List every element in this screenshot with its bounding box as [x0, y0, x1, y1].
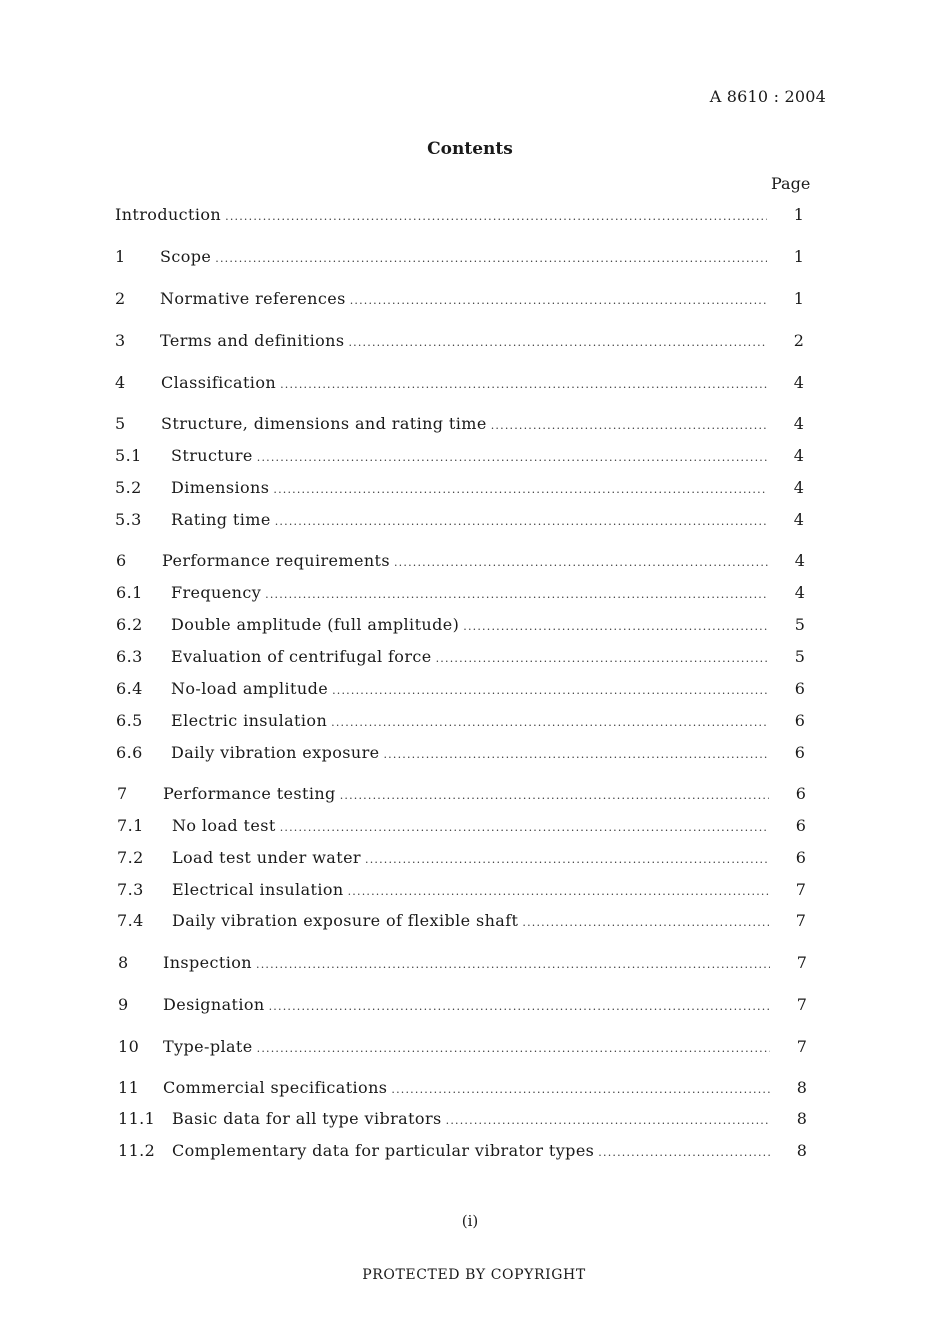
- toc-entry-7-2: [117, 848, 817, 872]
- toc-entry-title: Structure, dimensions and rating time: [161, 414, 487, 433]
- toc-entry-page: 8: [796, 1141, 808, 1160]
- toc-entry-number: 6.2: [116, 615, 143, 634]
- dot-leader: [394, 556, 768, 569]
- dot-leader: [348, 336, 767, 349]
- toc-entry-title: Type-plate: [163, 1037, 253, 1056]
- toc-entry-5: [115, 414, 815, 438]
- toc-entry-2: [115, 289, 815, 313]
- toc-entry-number: 6.6: [116, 743, 143, 762]
- page-column-header: Page: [771, 174, 811, 193]
- dot-leader: [522, 916, 769, 929]
- toc-entry-title: No load test: [172, 816, 276, 835]
- toc-entry-6-1: [116, 583, 816, 607]
- toc-entry-10: [118, 1037, 818, 1061]
- toc-entry-number: 9: [118, 995, 129, 1014]
- toc-entry-number: 5.1: [115, 446, 142, 465]
- toc-entry-7: [117, 784, 817, 808]
- toc-entry-number: 10: [118, 1037, 140, 1056]
- toc-entry-page: 5: [794, 647, 806, 666]
- toc-entry-number: 7: [117, 784, 128, 803]
- dot-leader: [257, 451, 767, 464]
- toc-entry-title: Double amplitude (full amplitude): [171, 615, 460, 634]
- toc-entry-page: 6: [795, 784, 807, 803]
- toc-entry-number: 6.3: [116, 647, 143, 666]
- toc-entry-6-4: [116, 679, 816, 703]
- toc-entry-title: Performance testing: [163, 784, 336, 803]
- dot-leader: [273, 483, 767, 496]
- toc-entry-title: Load test under water: [172, 848, 361, 867]
- toc-entry-6-3: [116, 647, 816, 671]
- toc-entry-title: Electric insulation: [171, 711, 328, 730]
- toc-entry-title: Evaluation of centrifugal force: [171, 647, 432, 666]
- toc-entry-title: Frequency: [171, 583, 262, 602]
- dot-leader: [332, 684, 768, 697]
- dot-leader: [436, 652, 768, 665]
- dot-leader: [463, 620, 768, 633]
- toc-entry-page: 7: [795, 880, 807, 899]
- toc-entry-title: Terms and definitions: [160, 331, 345, 350]
- dot-leader: [365, 853, 769, 866]
- toc-entry-page: 6: [795, 816, 807, 835]
- toc-entry-5-3: [115, 510, 815, 534]
- toc-entry-number: 6.5: [116, 711, 143, 730]
- dot-leader: [225, 210, 767, 223]
- toc-entry-page: 4: [793, 414, 805, 433]
- toc-entry-7-4: [117, 911, 817, 935]
- toc-entry-title: Inspection: [163, 953, 252, 972]
- toc-entry-introduction: [115, 205, 815, 229]
- toc-entry-number: 7.3: [117, 880, 144, 899]
- toc-entry-page: 4: [793, 478, 805, 497]
- dot-leader: [383, 748, 768, 761]
- toc-entry-page: 8: [796, 1109, 808, 1128]
- toc-entry-title: Designation: [163, 995, 265, 1014]
- dot-leader: [256, 958, 770, 971]
- toc-entry-title: Introduction: [115, 205, 222, 224]
- document-number: A 8610 : 2004: [709, 87, 826, 106]
- toc-entry-6: [116, 551, 816, 575]
- dot-leader: [446, 1114, 770, 1127]
- toc-entry-page: 4: [793, 510, 805, 529]
- toc-entry-page: 6: [794, 743, 806, 762]
- toc-entry-title: Normative references: [160, 289, 346, 308]
- dot-leader: [215, 252, 767, 265]
- dot-leader: [280, 821, 769, 834]
- toc-entry-number: 6.4: [116, 679, 143, 698]
- toc-entry-page: 7: [795, 911, 807, 930]
- toc-entry-page: 5: [794, 615, 806, 634]
- toc-entry-number: 2: [115, 289, 126, 308]
- toc-entry-title: Daily vibration exposure: [171, 743, 380, 762]
- toc-entry-number: 1: [115, 247, 126, 266]
- toc-entry-page: 4: [793, 373, 805, 392]
- toc-entry-title: Electrical insulation: [172, 880, 344, 899]
- toc-entry-3: [115, 331, 815, 355]
- toc-entry-11: [118, 1078, 818, 1102]
- dot-leader: [257, 1042, 770, 1055]
- toc-entry-number: 3: [115, 331, 126, 350]
- toc-entry-title: Complementary data for particular vibrator types: [172, 1141, 595, 1160]
- dot-leader: [269, 1000, 770, 1013]
- toc-entry-page: 6: [794, 711, 806, 730]
- toc-entry-number: 11: [118, 1078, 140, 1097]
- dot-leader: [275, 515, 767, 528]
- toc-entry-number: 5.3: [115, 510, 142, 529]
- toc-entry-page: 2: [793, 331, 805, 350]
- toc-entry-title: Classification: [161, 373, 277, 392]
- toc-entry-title: No-load amplitude: [171, 679, 329, 698]
- dot-leader: [350, 294, 767, 307]
- dot-leader: [348, 885, 769, 898]
- toc-entry-9: [118, 995, 818, 1019]
- toc-entry-page: 1: [793, 247, 805, 266]
- toc-entry-number: 6: [116, 551, 127, 570]
- toc-entry-title: Basic data for all type vibrators: [172, 1109, 442, 1128]
- toc-entry-page: 4: [794, 583, 806, 602]
- toc-entry-6-5: [116, 711, 816, 735]
- toc-entry-page: 1: [793, 289, 805, 308]
- toc-entry-title: Structure: [171, 446, 253, 465]
- toc-entry-page: 8: [796, 1078, 808, 1097]
- toc-entry-page: 4: [794, 551, 806, 570]
- toc-entry-page: 7: [796, 995, 808, 1014]
- toc-entry-title: Dimensions: [171, 478, 270, 497]
- toc-entry-page: 6: [794, 679, 806, 698]
- dot-leader: [391, 1083, 770, 1096]
- toc-entry-number: 7.2: [117, 848, 144, 867]
- dot-leader: [598, 1146, 770, 1159]
- toc-entry-6-6: [116, 743, 816, 767]
- toc-entry-8: [118, 953, 818, 977]
- toc-entry-number: 5.2: [115, 478, 142, 497]
- toc-entry-page: 7: [796, 953, 808, 972]
- toc-entry-number: 11.1: [118, 1109, 156, 1128]
- toc-entry-number: 7.1: [117, 816, 144, 835]
- dot-leader: [491, 419, 767, 432]
- dot-leader: [340, 789, 769, 802]
- toc-entry-title: Scope: [160, 247, 212, 266]
- dot-leader: [331, 716, 768, 729]
- dot-leader: [265, 588, 768, 601]
- toc-entry-page: 6: [795, 848, 807, 867]
- toc-entry-5-2: [115, 478, 815, 502]
- toc-entry-page: 4: [793, 446, 805, 465]
- toc-entry-number: 6.1: [116, 583, 143, 602]
- toc-entry-11-2: [118, 1141, 818, 1165]
- toc-entry-11-1: [118, 1109, 818, 1133]
- toc-entry-number: 4: [115, 373, 126, 392]
- toc-entry-title: Performance requirements: [162, 551, 390, 570]
- page-number: (i): [461, 1212, 479, 1230]
- toc-entry-7-3: [117, 880, 817, 904]
- toc-entry-title: Commercial specifications: [163, 1078, 388, 1097]
- toc-entry-1: [115, 247, 815, 271]
- toc-entry-number: 11.2: [118, 1141, 156, 1160]
- toc-entry-5-1: [115, 446, 815, 470]
- toc-entry-title: Daily vibration exposure of flexible shaft: [172, 911, 519, 930]
- toc-entry-number: 7.4: [117, 911, 144, 930]
- toc-entry-number: 5: [115, 414, 126, 433]
- toc-entry-page: 7: [796, 1037, 808, 1056]
- toc-entry-title: Rating time: [171, 510, 271, 529]
- toc-entry-7-1: [117, 816, 817, 840]
- toc-entry-6-2: [116, 615, 816, 639]
- toc-entry-4: [115, 373, 815, 397]
- toc-entry-page: 1: [793, 205, 805, 224]
- contents-heading: Contents: [427, 139, 513, 159]
- dot-leader: [280, 378, 767, 391]
- copyright-notice: PROTECTED BY COPYRIGHT: [362, 1267, 586, 1283]
- toc-entry-number: 8: [118, 953, 129, 972]
